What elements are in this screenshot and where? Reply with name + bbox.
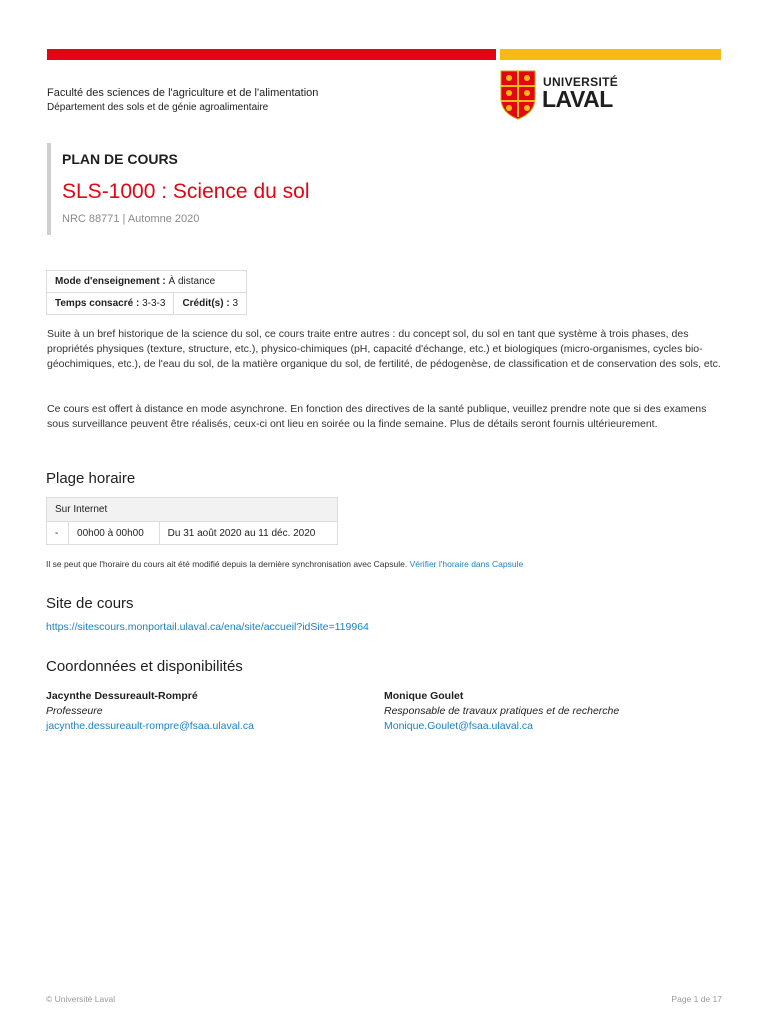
time-label: Temps consacré : (55, 298, 140, 309)
meta-cell-credits (174, 293, 247, 315)
course-site-heading: Site de cours (46, 595, 134, 612)
contacts-heading: Coordonnées et disponibilités (46, 658, 243, 675)
course-meta-table (46, 270, 247, 315)
footer-copyright: © Université Laval (46, 994, 116, 1004)
schedule-table (46, 497, 338, 545)
department-name: Département des sols et de génie agroalimentaire (47, 102, 269, 113)
logo-text-main: LAVAL (542, 86, 613, 112)
contact-card (384, 689, 619, 734)
table-row (47, 522, 338, 545)
faculty-name: Faculté des sciences de l'agriculture et de l'alimentation (47, 87, 319, 99)
mode-label: Mode d'enseignement : (55, 276, 166, 287)
course-title: SLS-1000 : Science du sol (62, 180, 310, 203)
contact-email-link[interactable]: jacynthe.dessureault-rompre@fsaa.ulaval.ca (46, 720, 254, 732)
schedule-time: 00h00 à 00h00 (69, 522, 160, 545)
contact-role: Responsable de travaux pratiques et de recherche (384, 705, 620, 717)
contact-name: Monique Goulet (384, 690, 464, 702)
footer-page-number: Page 1 de 17 (671, 994, 722, 1004)
contact-role: Professeure (46, 705, 103, 717)
contact-email-link[interactable]: Monique.Goulet@fsaa.ulaval.ca (384, 720, 533, 732)
mode-value: À distance (168, 276, 216, 287)
capsule-schedule-link[interactable]: Vérifier l'horaire dans Capsule (409, 559, 524, 569)
credits-label: Crédit(s) : (182, 298, 230, 309)
header-bar-red (47, 49, 496, 60)
meta-cell-time (47, 293, 174, 315)
schedule-note (46, 559, 523, 569)
header-bar-gold (500, 49, 721, 60)
course-delivery-note: Ce cours est offert à distance en mode asynchrone. En fonction des directives de la santé publique, veuillez prendre note que si des examens sous surveillance peuvent être réalisés, ceux-ci ont lieu en soirée ou la finde semaine. Plus de détails seront fournis ultérieurement. (47, 403, 707, 431)
credits-value: 3 (232, 298, 239, 309)
schedule-heading: Plage horaire (46, 470, 136, 487)
schedule-note-text: Il se peut que l'horaire du cours ait été modifié depuis la dernière synchronisation avec Capsule. (46, 559, 408, 569)
meta-row-mode (47, 271, 247, 293)
university-logo[interactable] (500, 70, 620, 120)
meta-row-time (47, 293, 247, 315)
schedule-header: Sur Internet (47, 498, 338, 522)
course-site-link[interactable]: https://sitescours.monportail.ulaval.ca/ena/site/accueil?idSite=119964 (46, 621, 369, 633)
course-nrc-term: NRC 88771 | Automne 2020 (62, 213, 200, 225)
schedule-day: - (47, 522, 69, 545)
course-description: Suite à un bref historique de la science du sol, ce cours traite entre autres : du concept sol, du sol en tant que système à trois phases, des propriétés physiques (texture, structure, etc.), physico-chimiques (pH, capacité d'échange, etc.) et biologiques (micro-organismes, cycles bio-géochimiques, etc.), de l'eau du sol, de la matière organique du sol, de fertilité, de pédogenèse, de classification et de conservation des sols, etc. (47, 328, 721, 371)
logo-text-top: UNIVERSITÉ (543, 75, 619, 89)
meta-cell-mode (47, 271, 247, 293)
schedule-dates: Du 31 août 2020 au 11 déc. 2020 (159, 522, 337, 545)
plan-label: PLAN DE COURS (62, 151, 178, 167)
time-value: 3-3-3 (142, 298, 166, 309)
course-title-block (47, 143, 451, 235)
schedule-header-row (47, 498, 338, 522)
contact-name: Jacynthe Dessureault-Rompré (46, 690, 198, 702)
laval-coat-of-arms-icon (500, 70, 536, 120)
contact-card (46, 689, 254, 734)
